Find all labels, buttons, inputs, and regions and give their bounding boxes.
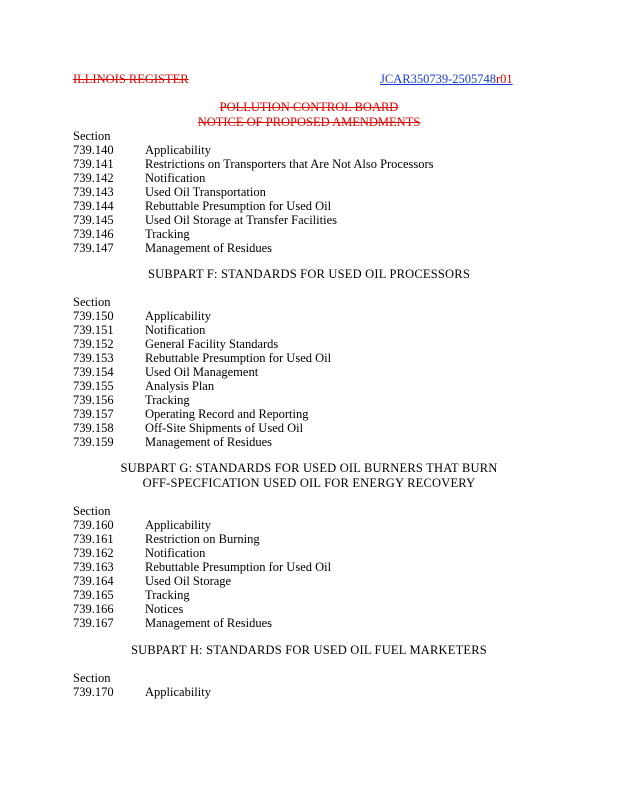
jcar-code: JCAR350739-2505748 [380,72,496,86]
section-title: Management of Residues [145,241,273,255]
section-label: Section [73,671,111,685]
section-label: Section [73,295,111,309]
section-number: 739.157 [73,407,114,421]
section-title: Used Oil Storage at Transfer Facilities [145,213,337,227]
section-number: 739.158 [73,421,114,435]
section-title: Rebuttable Presumption for Used Oil [145,199,332,213]
notice-title: NOTICE OF PROPOSED AMENDMENTS [197,115,421,129]
section-title: Applicability [145,518,211,532]
section-number: 739.160 [73,518,114,532]
register-header: ILLINOIS REGISTER [73,72,189,86]
section-number: 739.167 [73,616,114,630]
section-number: 739.142 [73,171,114,185]
section-title: Tracking [145,393,190,407]
section-title: Notification [145,323,206,337]
section-number: 739.147 [73,241,114,255]
section-number: 739.141 [73,157,114,171]
section-title: Analysis Plan [145,379,215,393]
subpart-heading: SUBPART G: STANDARDS FOR USED OIL BURNERS THAT BURN [120,461,498,475]
subpart-heading-line2: OFF-SPECFICATION USED OIL FOR ENERGY RECOVERY [142,476,476,490]
section-number: 739.140 [73,143,114,157]
section-number: 739.159 [73,435,114,449]
section-title: General Facility Standards [145,337,279,351]
section-title: Used Oil Transportation [145,185,266,199]
section-title: Notification [145,171,206,185]
section-title: Restriction on Burning [145,532,260,546]
section-number: 739.153 [73,351,114,365]
section-title: Used Oil Management [145,365,259,379]
section-title: Used Oil Storage [145,574,232,588]
section-title: Applicability [145,309,211,323]
section-title: Management of Residues [145,435,273,449]
section-number: 739.161 [73,532,114,546]
section-title: Operating Record and Reporting [145,407,309,421]
section-title: Tracking [145,227,190,241]
section-title: Management of Residues [145,616,273,630]
section-number: 739.152 [73,337,114,351]
section-title: Restrictions on Transporters that Are Not Also Processors [145,157,434,171]
section-label: Section [73,129,111,143]
section-number: 739.151 [73,323,114,337]
section-number: 739.150 [73,309,114,323]
section-title: Rebuttable Presumption for Used Oil [145,351,332,365]
section-number: 739.154 [73,365,114,379]
section-label: Section [73,504,111,518]
subpart-heading: SUBPART H: STANDARDS FOR USED OIL FUEL MARKETERS [131,643,487,657]
subpart-heading: SUBPART F: STANDARDS FOR USED OIL PROCESSORS [148,267,470,281]
jcar-revision: r01 [495,72,513,86]
section-number: 739.145 [73,213,114,227]
section-title: Off-Site Shipments of Used Oil [145,421,304,435]
section-number: 739.155 [73,379,114,393]
section-number: 739.144 [73,199,114,213]
section-title: Notification [145,546,206,560]
section-number: 739.166 [73,602,114,616]
section-number: 739.164 [73,574,114,588]
board-title: POLLUTION CONTROL BOARD [219,100,399,114]
section-number: 739.146 [73,227,114,241]
section-number: 739.165 [73,588,114,602]
jcar-code-link[interactable] [380,72,513,87]
section-title: Applicability [145,685,211,699]
section-number: 739.163 [73,560,114,574]
section-number: 739.162 [73,546,114,560]
section-title: Notices [145,602,184,616]
section-number: 739.156 [73,393,114,407]
section-title: Tracking [145,588,190,602]
section-number: 739.143 [73,185,114,199]
section-title: Rebuttable Presumption for Used Oil [145,560,332,574]
section-number: 739.170 [73,685,114,699]
section-title: Applicability [145,143,211,157]
